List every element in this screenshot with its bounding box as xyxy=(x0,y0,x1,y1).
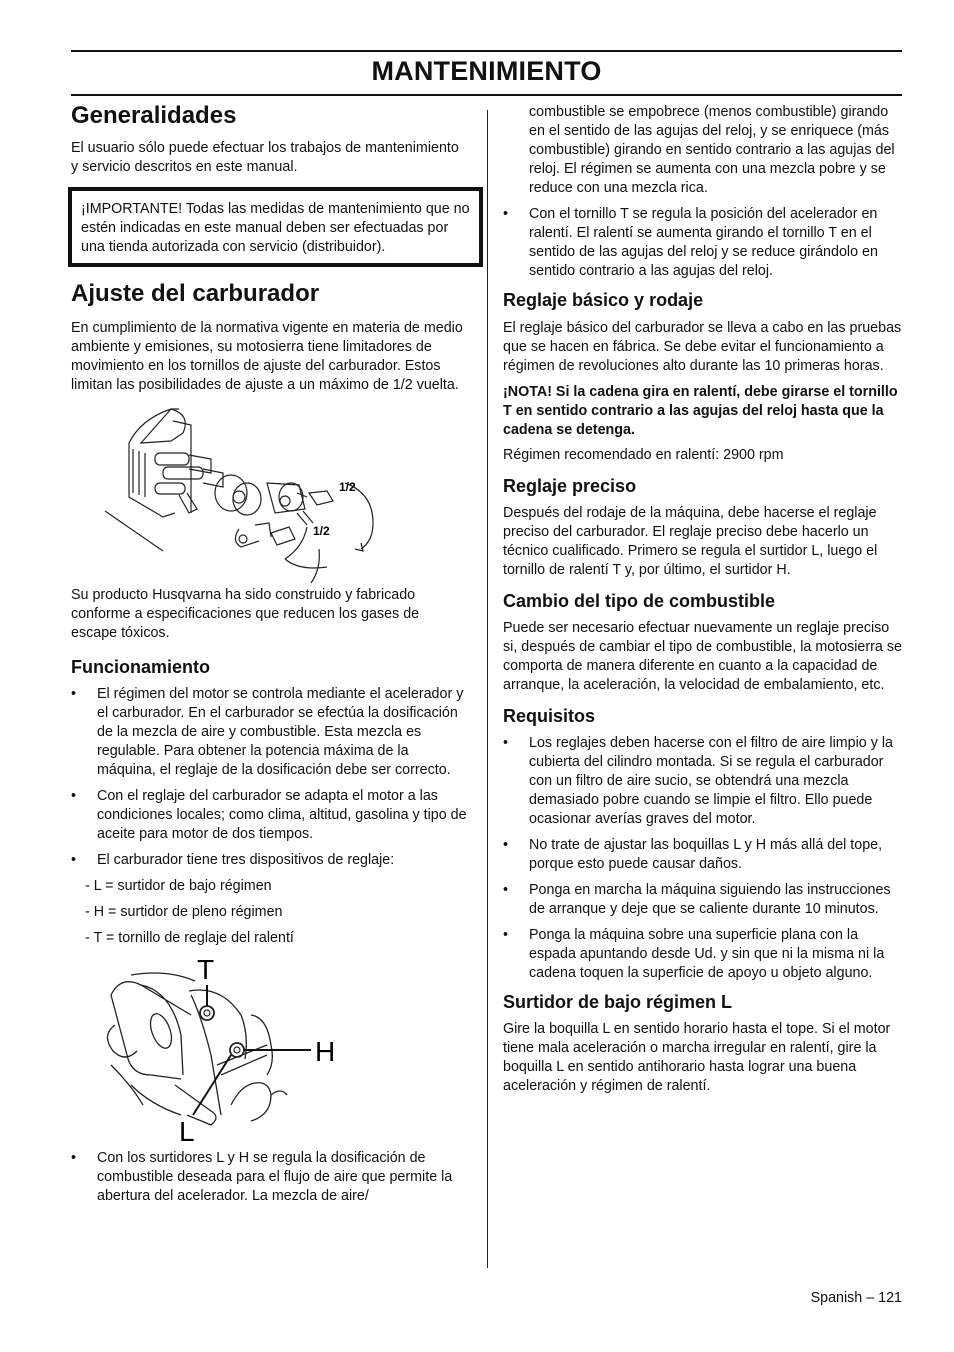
funcionamiento-bullet-4: • Con los surtidores L y H se regula la dosificación de combustible deseada para el flujo de aire que permite la abertura del acelerador. La mezcla de aire/ xyxy=(71,1149,469,1206)
generalidades-intro: El usuario sólo puede efectuar los trabajos de mantenimiento y servicio descritos en este manual. xyxy=(71,140,459,175)
funcionamiento-bullet-2: • Con el reglaje del carburador se adapta el motor a las condiciones locales; como clima, altitud, gasolina y tipo de aceite para motor de dos tiempos. xyxy=(71,787,469,844)
page-number: Spanish – 121 xyxy=(810,1290,902,1306)
heading-requisitos: Requisitos xyxy=(503,706,596,726)
requisitos-bullet-2: • No trate de ajustar las boquillas L y H más allá del tope, porque esto puede causar daños. xyxy=(503,836,903,874)
heading-surtidor-l: Surtidor de bajo régimen L xyxy=(503,992,733,1012)
heading-generalidades: Generalidades xyxy=(71,102,237,129)
ajuste-paragraph: En cumplimiento de la normativa vigente en materia de medio ambiente y emisiones, su motosierra tiene limitadores de movimiento en los tornillos de ajuste del carburador. Estos limitan las posibilidades de ajuste a un máximo de 1/2 vuelta. xyxy=(71,320,463,393)
funcionamiento-list xyxy=(71,685,469,870)
device-t: - T = tornillo de reglaje del ralentí xyxy=(85,930,294,946)
reglaje-preciso-paragraph: Después del rodaje de la máquina, debe hacerse el reglaje preciso del carburador. El reglaje preciso debe hacerlo un técnico cualificado. Primero se regula el surtidor L, luego el tornillo de ralentí T y, por último, el surtidor H. xyxy=(503,505,878,578)
important-text: ¡IMPORTANTE! Todas las medidas de mantenimiento que no estén indicadas en este manual deben ser efectuadas por una tienda autorizada con servicio (distribuidor). xyxy=(81,201,470,255)
idle-rpm-text: Régimen recomendado en ralentí: 2900 rpm xyxy=(503,447,784,463)
t-screw-bullet: • Con el tornillo T se regula la posición del acelerador en ralentí. El ralentí se aumenta girando el tornillo T en el sentido de las agujas del reloj y se reduce girándolo en sentido contrario a las agujas del reloj. xyxy=(503,205,903,281)
device-l: - L = surtidor de bajo régimen xyxy=(85,878,272,894)
heading-funcionamiento: Funcionamiento xyxy=(71,657,210,677)
heading-reglaje-basico: Reglaje básico y rodaje xyxy=(503,290,704,310)
heading-cambio-combustible: Cambio del tipo de combustible xyxy=(503,591,776,611)
figure2-label-h: H xyxy=(315,1036,336,1067)
carburetor-limiter-illustration xyxy=(71,401,469,586)
left-column xyxy=(71,100,469,1213)
nota-warning: ¡NOTA! Si la cadena gira en ralentí, debe girarse el tornillo T en sentido contrario a las agujas del reloj hasta que la cadena se detenga. xyxy=(503,384,898,438)
surtidor-l-paragraph: Gire la boquilla L en sentido horario hasta el tope. Si el motor tiene mala aceleración o marcha irregular en ralentí, gire la boquilla L en sentido antihorario hasta lograr una buena aceleración y régimen de ralentí. xyxy=(503,1021,891,1094)
right-column xyxy=(503,100,903,1096)
requisitos-bullet-4: • Ponga la máquina sobre una superficie plana con la espada apuntando desde Ud. y sin que ni la misma ni la cadena toquen la superficie de apoyo u objeto alguno. xyxy=(503,926,903,983)
figure1-label-lower: 1/2 xyxy=(313,524,330,538)
heading-reglaje-preciso: Reglaje preciso xyxy=(503,476,637,496)
page-title: MANTENIMIENTO xyxy=(371,56,602,86)
carburetor-screws-illustration xyxy=(71,955,469,1145)
reglaje-basico-paragraph: El reglaje básico del carburador se lleva a cabo en las pruebas que se hacen en fábrica. Se debe evitar el funcionamiento a régimen de revoluciones alto durante las 10 primeras horas. xyxy=(503,320,902,374)
t-screw-list xyxy=(503,205,903,281)
header-bottom-rule xyxy=(71,94,902,96)
funcionamiento-bullet-1: • El régimen del motor se controla mediante el acelerador y el carburador. En el carburador se efectúa la dosificación de la mezcla de aire y combustible. Esta mezcla es regulable. Para obtener la potencia máxima de la máquina, el reglaje de la dosificación debe ser correcto. xyxy=(71,685,469,780)
husqvarna-paragraph: Su producto Husqvarna ha sido construido y fabricado conforme a especificaciones que reducen los gases de escape tóxicos. xyxy=(71,587,420,641)
requisitos-list xyxy=(503,734,903,983)
funcionamiento-list-continued xyxy=(71,1149,469,1206)
header-top-rule xyxy=(71,50,902,52)
cambio-paragraph: Puede ser necesario efectuar nuevamente un reglaje preciso si, después de cambiar el tipo de combustible, la motosierra se comporta de manera diferente en cuanto a la capacidad de arranque, la aceleración, la velocidad de embalamiento, etc. xyxy=(503,620,902,693)
mixture-continued-text: combustible se empobrece (menos combustible) girando en el sentido de las agujas del reloj, y se enriquece (más combustible) girando en sentido contrario a las agujas del reloj. El régimen se aumenta con una mezcla pobre y se reduce con una mezcla rica. xyxy=(529,104,895,196)
column-divider xyxy=(487,110,488,1268)
device-h: - H = surtidor de pleno régimen xyxy=(85,904,283,920)
requisitos-bullet-1: • Los reglajes deben hacerse con el filtro de aire limpio y la cubierta del cilindro montada. Si se regula el carburador con un filtro de aire sucio, se obtendrá una mezcla demasiado pobre cuando se limpie el filtro. Ello puede ocasionar averías graves del motor. xyxy=(503,734,903,829)
devices-list xyxy=(71,877,469,948)
heading-ajuste-carburador: Ajuste del carburador xyxy=(71,280,320,307)
figure1-label-upper: 1/2 xyxy=(339,480,356,494)
funcionamiento-bullet-3: • El carburador tiene tres dispositivos de reglaje: xyxy=(71,851,469,870)
figure2-label-t: T xyxy=(197,955,215,985)
figure2-label-l: L xyxy=(179,1116,195,1145)
important-box xyxy=(68,187,483,267)
requisitos-bullet-3: • Ponga en marcha la máquina siguiendo las instrucciones de arranque y deje que se caliente durante 10 minutos. xyxy=(503,881,903,919)
